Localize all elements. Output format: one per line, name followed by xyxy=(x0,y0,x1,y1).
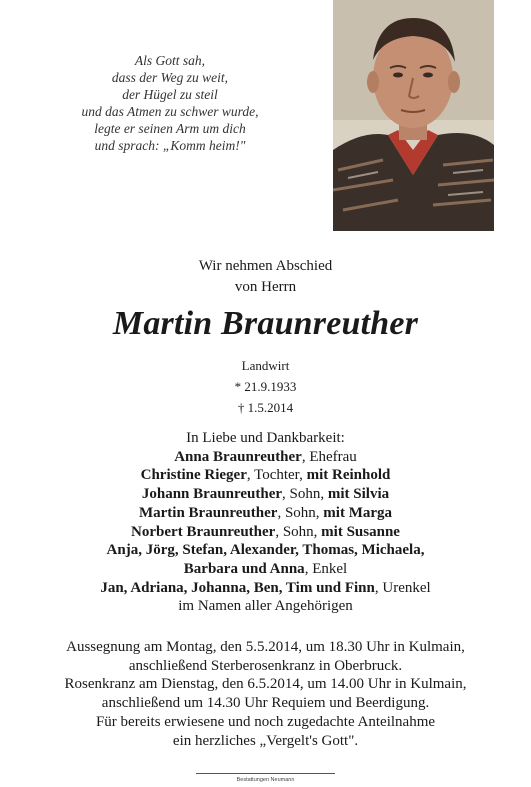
mourners-heading: In Liebe und Dankbarkeit: xyxy=(186,430,345,446)
service-line: anschließend um 14.30 Uhr Requiem und Beerdigung. xyxy=(101,695,430,712)
service-line: Für bereits erwiesene und noch zugedachte Anteilnahme xyxy=(95,713,436,730)
mourner-relation: , Urenkel xyxy=(374,579,431,596)
mourner-partner: mit Marga xyxy=(323,504,393,521)
mourner-partner: mit Reinhold xyxy=(306,467,391,484)
mourner-name: Christine Rieger xyxy=(140,467,247,484)
mourner-relation: , Ehefrau xyxy=(301,448,357,465)
death-date: † 1.5.2014 xyxy=(237,400,294,415)
mourner-partner: mit Silvia xyxy=(327,486,390,503)
mourner-line xyxy=(0,579,531,598)
mourner-name: Jan, Adriana, Johanna, Ben, Tim und Finn xyxy=(100,579,375,596)
mourner-name: Martin Braunreuther xyxy=(138,504,278,521)
poem xyxy=(20,52,320,154)
mourner-partner: mit Susanne xyxy=(321,523,400,540)
mourners-list xyxy=(0,429,531,616)
mourner-name: Johann Braunreuther xyxy=(141,486,283,503)
intro-line-2: von Herrn xyxy=(234,279,297,295)
service-line: ein herzliches „Vergelt's Gott". xyxy=(172,732,359,749)
poem-line: dass der Weg zu weit, xyxy=(111,70,229,85)
poem-line: legte er seinen Arm um dich xyxy=(94,121,246,136)
service-line: Aussegnung am Montag, den 5.5.2014, um 18.30 Uhr in Kulmain, xyxy=(66,639,465,655)
poem-line: der Hügel zu steil xyxy=(122,87,218,102)
mourner-name: Norbert Braunreuther xyxy=(131,523,276,540)
deceased-name: Martin Braunreuther xyxy=(112,305,419,342)
service-details xyxy=(0,638,531,750)
mourner-relation: , Enkel xyxy=(304,560,348,577)
mourner-relation: , Sohn, xyxy=(282,486,328,503)
mourner-relation: , Sohn, xyxy=(277,504,324,521)
mourner-relation: , Tochter, xyxy=(246,467,307,484)
mourner-line xyxy=(0,448,531,467)
poem-line: Als Gott sah, xyxy=(134,53,206,68)
mourner-line xyxy=(0,504,531,523)
mourner-line xyxy=(0,541,531,560)
mourner-line xyxy=(0,560,531,579)
service-line: Rosenkranz am Dienstag, den 6.5.2014, um 14.00 Uhr in Kulmain, xyxy=(64,676,467,693)
mourners-closing: im Namen aller Angehörigen xyxy=(178,598,353,615)
mourner-name: Anja, Jörg, Stefan, Alexander, Thomas, Michaela, xyxy=(106,542,425,559)
poem-line: und das Atmen zu schwer wurde, xyxy=(81,104,259,119)
mourner-line xyxy=(0,523,531,542)
occupation: Landwirt xyxy=(241,358,290,373)
mourner-name: Barbara und Anna xyxy=(183,560,305,577)
footer-divider xyxy=(196,773,335,774)
mourner-line xyxy=(0,466,531,485)
intro-line-1: Wir nehmen Abschied xyxy=(198,258,333,274)
poem-line: und sprach: „Komm heim!" xyxy=(94,138,246,153)
service-line: anschließend Sterberosenkranz in Oberbruck. xyxy=(128,657,403,674)
birth-date: * 21.9.1933 xyxy=(234,379,297,394)
mourner-relation: , Sohn, xyxy=(275,523,322,540)
mourner-line xyxy=(0,485,531,504)
footer-text: Bestattungen Neumann xyxy=(236,777,295,783)
mourner-name: Anna Braunreuther xyxy=(174,448,302,465)
portrait-photo xyxy=(333,0,494,231)
